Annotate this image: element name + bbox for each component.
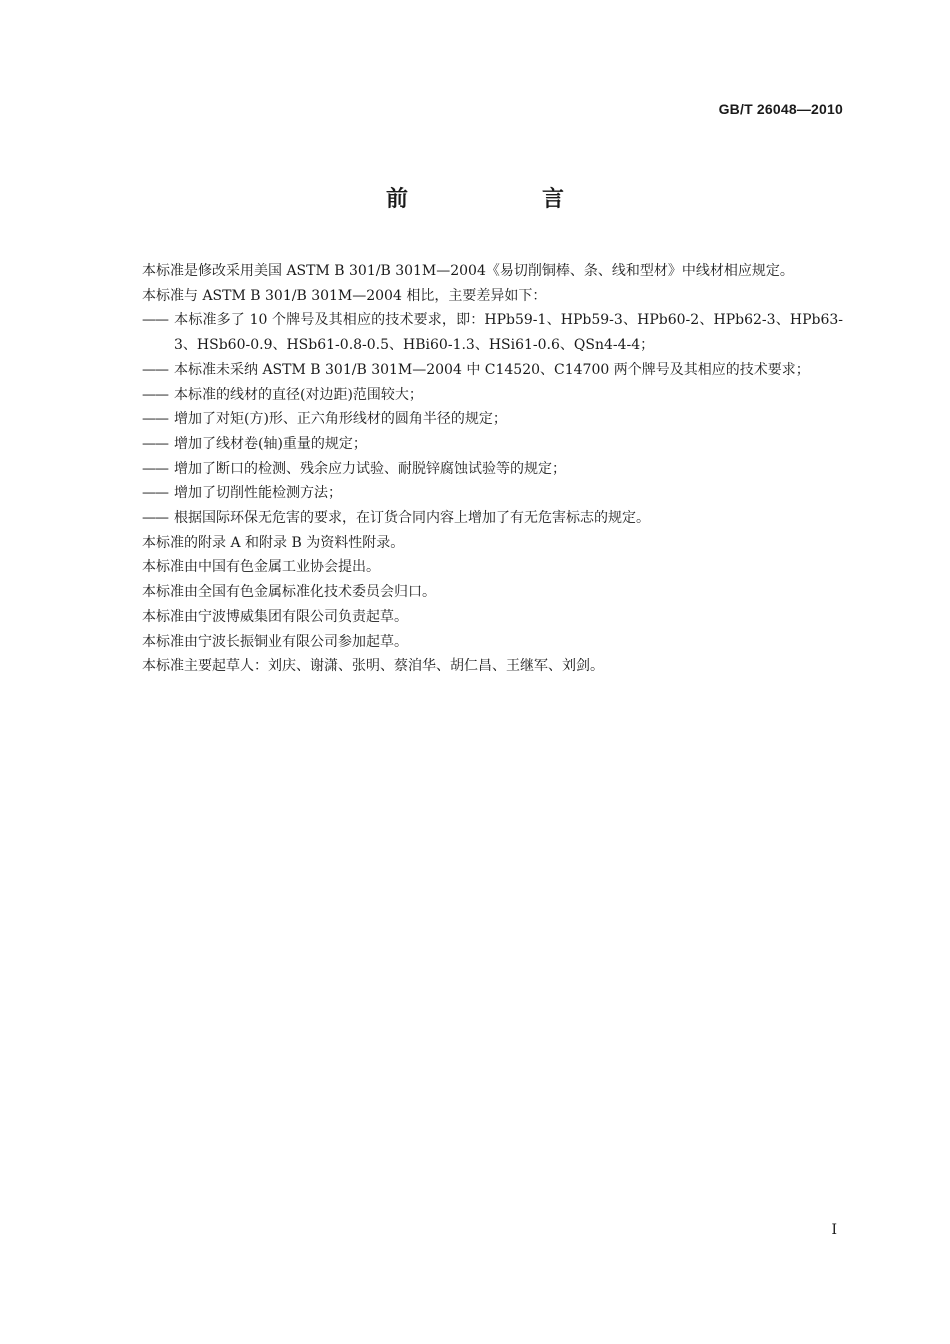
list-item — [108, 358, 843, 383]
list-item-text: 本标准未采纳 ASTM B 301/B 301M—2004 中 C14520、C14700 两个牌号及其相应的技术要求； — [174, 361, 810, 378]
drafters-list: 本标准主要起草人：刘庆、谢潇、张明、蔡洎华、胡仁昌、王继军、刘剑。 — [142, 658, 604, 675]
standard-code: GB/T 26048—2010 — [718, 101, 843, 117]
dash-marker: —— — [142, 460, 168, 477]
list-item-text: 增加了断口的检测、残余应力试验、耐脱锌腐蚀试验等的规定； — [174, 460, 566, 477]
dash-marker: —— — [142, 361, 168, 378]
list-item — [108, 407, 843, 432]
list-item-text: 增加了线材卷(轴)重量的规定； — [174, 435, 367, 452]
dash-marker: —— — [142, 312, 168, 329]
differences-list — [108, 308, 843, 530]
dash-marker: —— — [142, 485, 168, 502]
dash-marker: —— — [142, 510, 168, 527]
list-item-text: 增加了切削性能检测方法； — [174, 485, 342, 502]
list-item-text: 本标准的线材的直径(对边距)范围较大； — [174, 386, 423, 403]
page-number: I — [831, 1222, 837, 1238]
list-item — [108, 506, 843, 531]
differences-intro: 本标准与 ASTM B 301/B 301M—2004 相比，主要差异如下： — [142, 287, 547, 304]
foreword-body — [108, 259, 843, 679]
intro-paragraph: 本标准是修改采用美国 ASTM B 301/B 301M—2004《易切削铜棒、条、线和型材》中线材相应规定。 — [142, 263, 794, 279]
appendix-note: 本标准的附录 A 和附录 B 为资料性附录。 — [142, 534, 405, 551]
list-item-text: 根据国际环保无危害的要求，在订货合同内容上增加了有无危害标志的规定。 — [174, 510, 650, 527]
proposer-note: 本标准由中国有色金属工业协会提出。 — [142, 559, 380, 576]
co-drafter-note: 本标准由宁波长振铜业有限公司参加起草。 — [142, 633, 408, 650]
list-item-text: 增加了对矩(方)形、正六角形线材的圆角半径的规定； — [174, 411, 507, 428]
committee-note: 本标准由全国有色金属标准化技术委员会归口。 — [142, 584, 436, 601]
list-item — [108, 308, 843, 357]
dash-marker: —— — [142, 386, 168, 403]
dash-marker: —— — [142, 435, 168, 452]
page-title: 前 言 — [385, 187, 620, 212]
list-item — [108, 481, 843, 506]
lead-drafter-note: 本标准由宁波博威集团有限公司负责起草。 — [142, 608, 408, 625]
list-item — [108, 457, 843, 482]
list-item-text: 本标准多了 10 个牌号及其相应的技术要求，即：HPb59-1、HPb59-3、HPb60-2、HPb62-3、HPb63-3、HSb60-0.9、HSb61-0.8-0.5、HBi60-1.3、HSi61-0.6、QSn4-4-4； — [174, 312, 843, 354]
list-item — [108, 383, 843, 408]
list-item — [108, 432, 843, 457]
dash-marker: —— — [142, 411, 168, 428]
